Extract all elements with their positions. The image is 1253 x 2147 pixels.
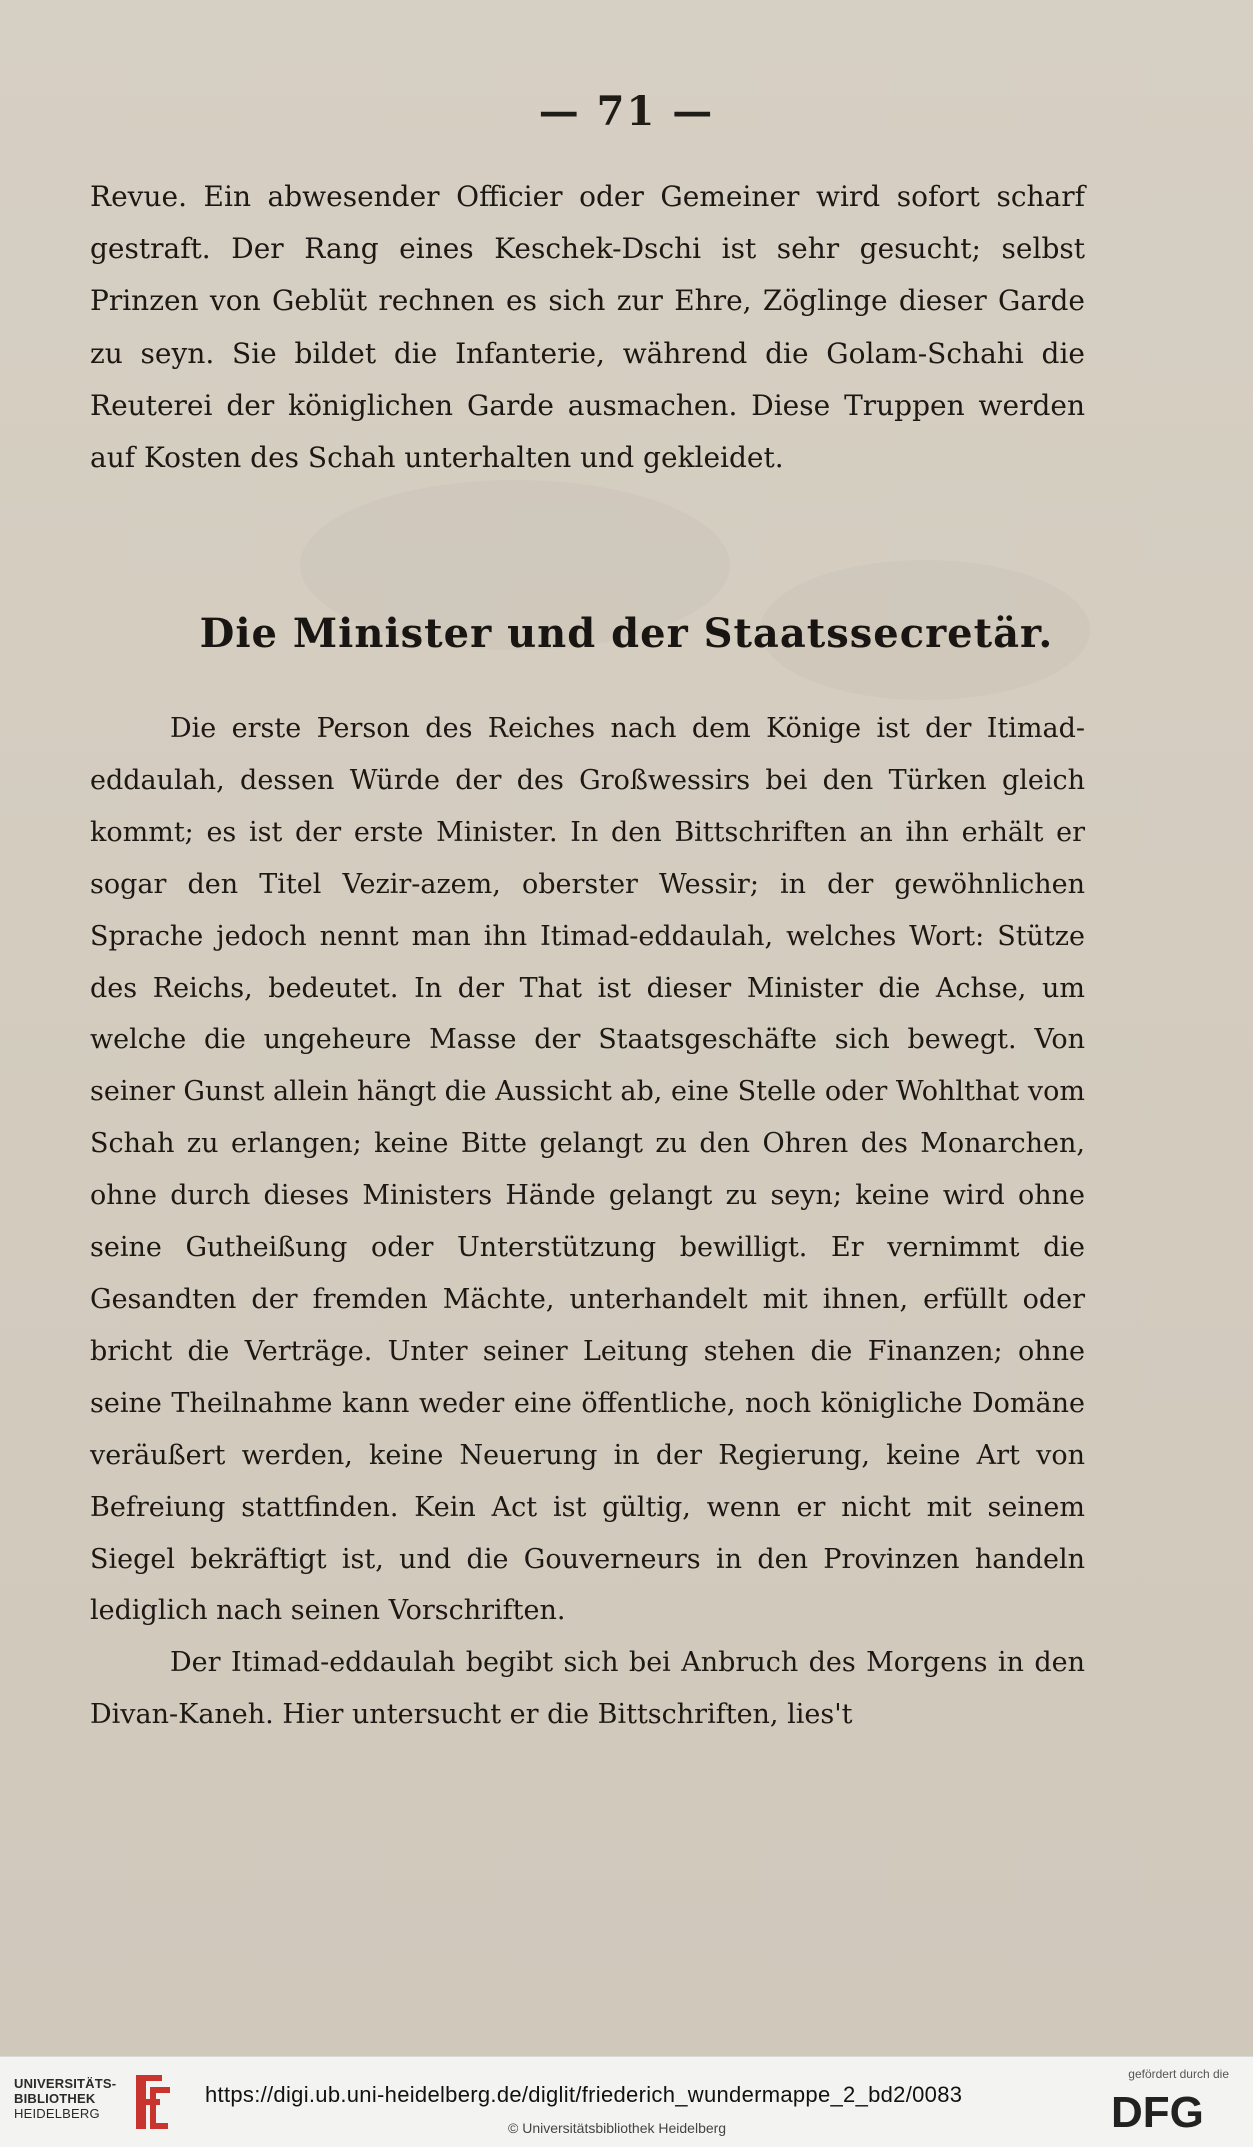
library-name-line-1: UNIVERSITÄTS- [14,2076,117,2091]
viewer-footer [0,2056,1253,2147]
main-text [90,703,1085,1741]
paragraph-1: Die erste Person des Reiches nach dem Könige ist der Itimad-eddaulah, dessen Würde der des Großwessirs bei den Türken gleich kommt; es ist der erste Minister. In den Bittschriften an ihn erhält er sogar den Titel Vezir-azem, oberster Wessir; in der gewöhnlichen Sprache jedoch nennt man ihn Itimad-eddaulah, welches Wort: Stütze des Reichs, bedeutet. In der That ist dieser Minister die Achse, um welche die ungeheure Masse der Staatsgeschäfte sich bewegt. Von seiner Gunst allein hängt die Aussicht ab, eine Stelle oder Wohlthat vom Schah zu erlangen; keine Bitte gelangt zu den Ohren des Monarchen, ohne durch dieses Ministers Hände gelangt zu seyn; keine wird ohne seine Gutheißung oder Unterstützung bewilligt. Er vernimmt die Gesandten der fremden Mächte, unterhandelt mit ihnen, erfüllt oder bricht die Verträge. Unter seiner Leitung stehen die Finanzen; ohne seine Theilnahme kann weder eine öffentliche, noch königliche Domäne veräußert werden, keine Neuerung in der Regierung, keine Art von Befreiung stattfinden. Kein Act ist gültig, wenn er nicht mit seinem Siegel bekräftigt ist, und die Gouverneurs in den Provinzen handeln lediglich nach seinen Vorschriften. [90,713,1085,1627]
page-number: — 71 — [538,88,715,135]
library-name [14,2076,116,2121]
dfg-logo-icon [1111,2085,1229,2135]
library-name-line-2: BIBLIOTHEK [14,2091,96,2106]
document-url-link[interactable]: https://digi.ub.uni-heidelberg.de/diglit/friederich_wundermappe_2_bd2/0083 [205,2082,963,2107]
paragraph-2: Der Itimad-eddaulah begibt sich bei Anbruch des Morgens in den Divan-Kaneh. Hier untersucht er die Bittschriften, lies't [90,1647,1085,1731]
top-paragraph-text: Revue. Ein abwesender Officier oder Gemeiner wird sofort scharf gestraft. Der Rang eines Keschek-Dschi ist sehr gesucht; selbst Prinzen von Geblüt rechnen es sich zur Ehre, Zöglinge dieser Garde zu seyn. Sie bildet die Infanterie, während die Golam-Schahi die Reuterei der königlichen Garde ausmachen. Diese Truppen werden auf Kosten des Schah unterhalten und gekleidet. [90,180,1085,475]
library-name-line-3: HEIDELBERG [14,2106,100,2121]
top-paragraph [90,171,1085,484]
funding-label: gefördert durch die [1128,2067,1229,2081]
library-logo-icon [128,2071,174,2135]
section-heading: Die Minister und der Staatssecretär. [199,610,1054,657]
copyright-text: © Universitätsbibliothek Heidelberg [508,2120,727,2136]
dfg-logo-text: DFG [1111,2088,1204,2135]
